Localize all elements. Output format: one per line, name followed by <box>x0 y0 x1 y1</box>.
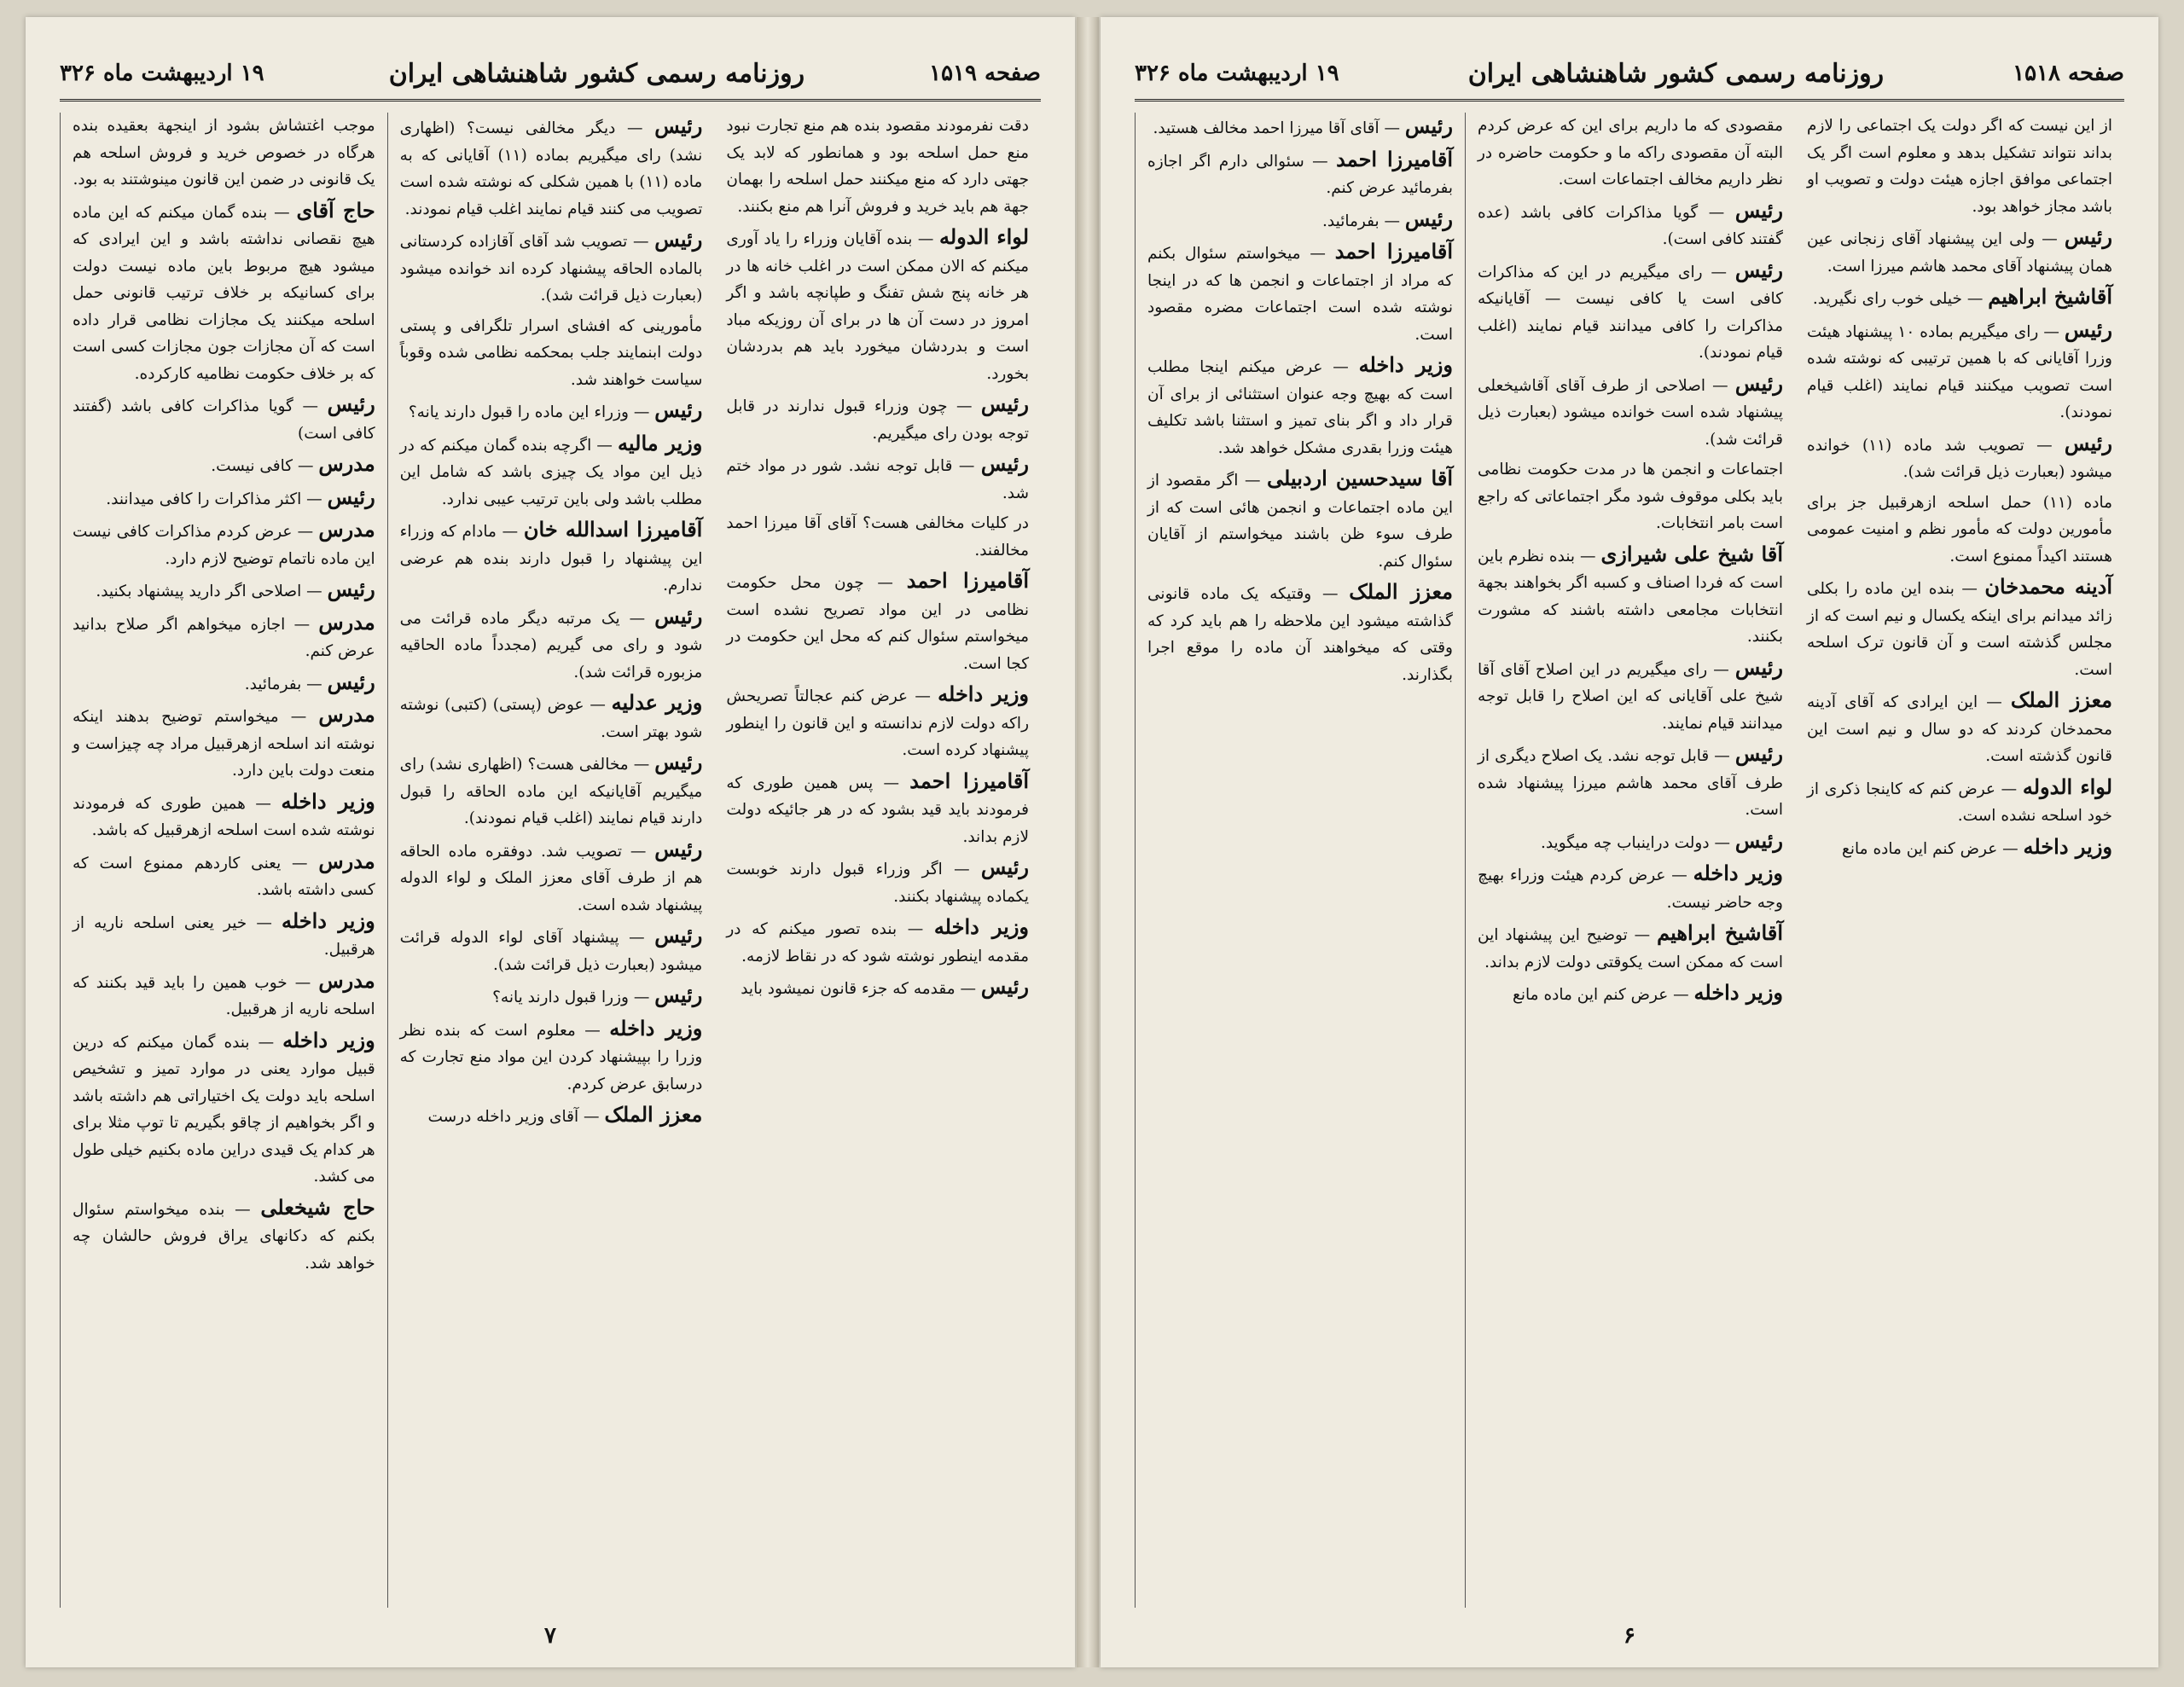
speaker-name: آقا شیخ علی شیرازی <box>1600 541 1783 566</box>
speaker-name: رئیس <box>654 603 703 629</box>
column-1 <box>60 113 387 1608</box>
speaker-name: حاج شیخعلی <box>260 1194 375 1220</box>
paragraph-text: — عرض کردم مذاکرات کافی نیست این ماده ناتمام توضیح لازم دارد. <box>73 523 375 568</box>
paragraph <box>726 450 1029 507</box>
paragraph <box>73 609 375 665</box>
paragraph-text: — معلوم است که بنده نظر وزرا را بپیشنهاد کردن این مواد منع تجارت که درسابق عرض کردم. <box>399 1021 703 1093</box>
paragraph <box>1478 740 1783 824</box>
speaker-name: وزیر داخله <box>938 681 1030 706</box>
paragraph-text: — بنده نظرم باین است که فردا اصناف و کسبه اگر بخواهند بجهة انتخابات مجامعی داشته باشند که مشورت بکنند. <box>1478 547 1783 646</box>
paragraph-text: — آقای وزیر داخله درست <box>427 1108 600 1126</box>
paragraph <box>1147 113 1453 142</box>
paragraph-text: — رای میگیریم بماده ۱۰ پیشنهاد هیئت وزرا آقایانی که با همین ترتیبی که نوشته شده است تصویب میکنند قیام نمایند (اغلب قیام نمودند). <box>1807 322 2112 421</box>
speaker-name: رئیس <box>2064 430 2112 455</box>
paragraph-text: — دولت دراینباب چه میگوید. <box>1540 833 1730 852</box>
speaker-name: وزیر داخله <box>933 914 1029 939</box>
speaker-name: آقا سیدحسین اردبیلی <box>1267 466 1453 490</box>
paragraph-text: — بنده تصور میکنم که در مقدمه اینطور نوشته شود که در نقاط لازمه. <box>726 920 1030 965</box>
speaker-name: رئیس <box>654 113 703 138</box>
speaker-name: لواء الدوله <box>938 224 1030 249</box>
text-columns <box>1135 113 2124 1608</box>
paragraph <box>1147 351 1453 461</box>
paragraph <box>726 768 1029 851</box>
paragraph <box>1478 654 1783 738</box>
speaker-name: وزیر مالیه <box>618 430 703 455</box>
speaker-name: رئیس <box>327 669 375 694</box>
speaker-name: رئیس <box>327 391 375 416</box>
paragraph-text: — عرض کنم عجالتاً تصریحش راکه دولت لازم ندانسته و این قانون را اینطور پیشنهاد کرده است. <box>726 687 1030 759</box>
paragraph-text: دقت نفرمودند مقصود بنده هم منع تجارت نبود منع حمل اسلحه بود و همانطور که لابد یک جهتی دارد که منع میکنند حمل اسلحه را بهمان جهة هم باید خرید و فروش آنرا هم منع بکنند. <box>726 117 1030 216</box>
column-3 <box>714 113 1041 1608</box>
paragraph-text: — اکثر مذاکرات را کافی میدانند. <box>106 490 322 508</box>
paragraph-text: — بنده این ماده را بکلی زائد میدانم برای اینکه یکسال و نیم است که از مجلس گذشته است و آن قانون ترک اسلحه است. <box>1807 580 2112 679</box>
speaker-name: آقامیرزا اسدالله خان <box>523 517 703 542</box>
paragraph <box>726 223 1029 387</box>
issue-date: ۱۹ اردیبهشت ماه ۳۲۶ <box>60 61 264 86</box>
paragraph <box>400 603 703 687</box>
newspaper-title: روزنامه رسمی کشور شاهنشاهی ایران <box>388 58 805 89</box>
paragraph-text: — بنده گمان میکنم که درین قبیل موارد یعنی در موارد تمیز و تشخیص اسلحه باید دولت یک اختیاراتی هم داشته باشد و اگر بخواهیم از چاقو بگیریم تا توپ مثلا برای هر کدام یک قیدی دراین ماده بکنیم خیلی طول می کشد. <box>73 1033 375 1186</box>
paragraph <box>1807 490 2112 571</box>
paragraph <box>73 450 375 480</box>
speaker-name: رئیس <box>654 397 703 422</box>
paragraph <box>1807 113 2112 220</box>
speaker-name: حاج آقای <box>296 197 375 223</box>
column-1 <box>1135 113 1465 1608</box>
paragraph-text: — تصویب شد. دوفقره ماده الحاقه هم از طرف آقای معزز الملک و لواء الدوله پیشنهاد شده است. <box>399 842 703 914</box>
paragraph <box>400 226 703 310</box>
paragraph-text: — وزرا قبول دارند یانه؟ <box>492 988 650 1006</box>
paragraph-text: — قابل توجه نشد. شور در مواد ختم شد. <box>726 457 1030 502</box>
paragraph <box>1478 919 1783 976</box>
paragraph-text: — رای میگیریم در این اصلاح آقای آقا شیخ علی آقایانی که این اصلاح را قابل توجه میدانند قیام نمایند. <box>1478 660 1783 733</box>
speaker-name: آقامیرزا احمد <box>1336 146 1453 171</box>
page-footer-number: ۷ <box>544 1623 556 1649</box>
speaker-name: رئیس <box>654 227 703 252</box>
paragraph <box>73 391 375 447</box>
paragraph-text: — سئوالی دارم اگر اجازه بفرمائید عرض کنم. <box>1147 152 1453 197</box>
paragraph-text: از این نیست که اگر دولت یک اجتماعی را لازم بداند نتواند تشکیل بدهد و معلوم است اگر یک اجتماعی موافق اجازه هیئت دولت و تصویب او باشد مجاز خواهد بود. <box>1807 117 2112 216</box>
paragraph <box>1478 370 1783 454</box>
paragraph <box>73 197 375 388</box>
speaker-name: رئیس <box>654 983 703 1007</box>
speaker-name: رئیس <box>1734 257 1783 282</box>
paragraph <box>73 516 375 572</box>
speaker-name: وزیر داخله <box>1358 352 1453 377</box>
speaker-name: وزیر عدلیه <box>611 690 703 715</box>
paragraph-text: — مادام که وزراء این پیشنهاد را قبول دارند بنده هم عرضی ندارم. <box>399 523 703 594</box>
paragraph <box>400 113 703 223</box>
paragraph-text: — چون وزراء قبول ندارند در قابل توجه بودن رای میگیریم. <box>726 397 1030 443</box>
speaker-name: وزیر داخله <box>1693 861 1783 885</box>
paragraph-text: — بفرمائید. <box>244 675 322 693</box>
paragraph <box>1807 573 2112 683</box>
paragraph <box>1807 430 2112 486</box>
right-page <box>1101 17 2158 1667</box>
paragraph-text: — میخواستم سئوال بکنم که مراد از اجتماعات و انجمن ها که در اینجا نوشته شده است اجتماعات مضره مقصود است. <box>1147 245 1453 344</box>
speaker-name: مدرس <box>318 517 375 542</box>
paragraph <box>73 669 375 699</box>
paragraph-text: — قابل توجه نشد. یک اصلاح دیگری از طرف آقای محمد هاشم میرزا پیشنهاد شده است. <box>1478 747 1783 819</box>
paragraph <box>400 313 703 394</box>
speaker-name: وزیر داخله <box>1693 980 1783 1005</box>
paragraph <box>73 788 375 844</box>
paragraph <box>726 913 1029 970</box>
speaker-name: آقامیرزا احمد <box>906 568 1030 593</box>
paragraph <box>726 567 1029 677</box>
paragraph <box>726 681 1029 764</box>
paragraph <box>1807 687 2112 770</box>
paragraph-text: — این ایرادی که آقای آدینه محمدخان کردند که دو سال و نیم است این قانون گذشته است. <box>1807 693 2112 765</box>
speaker-name: رئیس <box>1404 113 1453 138</box>
paragraph-text: — خوب همین را باید قید بکنند که اسلحه ناریه از هرقبیل. <box>73 973 375 1018</box>
speaker-name: آقامیرزا احمد <box>1334 239 1453 264</box>
speaker-name: رئیس <box>1734 741 1783 766</box>
paragraph <box>400 397 703 426</box>
paragraph-text: — گویا مذاکرات کافی باشد (عده گفتند کافی است). <box>1478 203 1783 248</box>
column-3 <box>1795 113 2124 1608</box>
paragraph-text: — چون محل حکومت نظامی در این مواد تصریح نشده است میخواستم سئوال کنم که محل این حکومت در کجا است. <box>726 574 1030 673</box>
paragraph <box>400 1015 703 1099</box>
paragraph-text: — تصویب شد آقای آقازاده کردستانی بالماده الحاقه پیشنهاد کرده اند خوانده میشود (بعبارت ذیل قرائت شد). <box>399 233 703 304</box>
paragraph-text: — توضیح این پیشنهاد این است که ممکن است یکوقتی دولت لازم بداند. <box>1478 926 1783 971</box>
paragraph-text: — وقتیکه یک ماده قانونی گذاشته میشود این ملاحظه را هم باید کرد که وقتی که میخواهند آن ماده را موقع اجرا بگذارند. <box>1147 585 1453 684</box>
paragraph-text: در کلیات مخالفی هست؟ آقای آقا میرزا احمد مخالفند. <box>726 514 1030 559</box>
paragraph-text: — وزراء این ماده را قبول دارند یانه؟ <box>408 403 650 421</box>
paragraph-text: — عرض کردم هیئت وزراء بهیچ وجه حاضر نیست. <box>1478 867 1783 912</box>
paragraph-text: — تصویب شد ماده (۱۱) خوانده میشود (بعبارت ذیل قرائت شد). <box>1807 436 2112 481</box>
paragraph <box>1147 206 1453 235</box>
paragraph <box>1147 465 1453 575</box>
paragraph-text: — کافی نیست. <box>211 457 314 475</box>
paragraph <box>1478 541 1783 651</box>
page-header <box>60 48 1041 101</box>
issue-date: ۱۹ اردیبهشت ماه ۳۲۶ <box>1135 61 1339 86</box>
paragraph <box>73 967 375 1023</box>
paragraph-text: — عرض کنم این ماده مانع <box>1513 986 1689 1004</box>
paragraph <box>1147 578 1453 688</box>
page-header <box>1135 48 2124 101</box>
paragraph-text: — دیگر مخالفی نیست؟ (اظهاری نشد) رای میگیریم بماده (۱۱) آقایانی که به ماده (۱۱) با همین شکلی که نوشته شده است تصویب می کنند قیام نمایند اغلب قیام نمودند. <box>399 119 703 218</box>
paragraph <box>73 113 375 194</box>
speaker-name: رئیس <box>1404 206 1453 231</box>
speaker-name: معزز الملک <box>2010 687 2113 712</box>
paragraph <box>1478 197 1783 253</box>
paragraph-text: — یعنی کاردهم ممنوع است که کسی داشته باشد. <box>73 854 375 899</box>
speaker-name: آقامیرزا احمد <box>909 768 1030 793</box>
paragraph <box>1807 223 2112 280</box>
paragraph-text: — عوض (پستی) (کتبی) نوشته شود بهتر است. <box>399 696 703 741</box>
paragraph <box>1478 979 1783 1009</box>
speaker-name: رئیس <box>980 451 1030 476</box>
speaker-name: رئیس <box>654 750 703 774</box>
paragraph <box>726 854 1029 910</box>
paragraph <box>400 430 703 513</box>
paragraph <box>400 749 703 832</box>
speaker-name: رئیس <box>980 974 1030 999</box>
speaker-name: رئیس <box>327 484 375 509</box>
column-2 <box>387 113 715 1608</box>
paragraph-text: — همین طوری که فرمودند نوشته شده است اسلحه ازهرقبیل که باشد. <box>73 794 375 839</box>
paragraph <box>73 576 375 606</box>
paragraph-text: — اصلاحی از طرف آقای آقاشیخعلی پیشنهاد شده است خوانده میشود (بعبارت ذیل قرائت شد). <box>1478 376 1783 449</box>
speaker-name: رئیس <box>1734 654 1783 680</box>
paragraph <box>1478 860 1783 916</box>
speaker-name: وزیر داخله <box>2023 833 2112 859</box>
paragraph <box>400 836 703 919</box>
paragraph <box>1807 316 2112 426</box>
paragraph-text: — بفرمائید. <box>1322 212 1400 230</box>
paragraph-text: مقصودی که ما داریم برای این که عرض کردم البته آن مقصودی راکه ما و حکومت حاضره در نظر داریم مخالف اجتماعات است. <box>1478 117 1783 188</box>
paragraph-text: — مخالفی هست؟ (اظهاری نشد) رای میگیریم آقایانیکه این ماده الحاقه را قبول دارند قیام نمایند (اغلب قیام نمودند). <box>399 756 703 827</box>
speaker-name: رئیس <box>654 836 703 861</box>
speaker-name: وزیر داخله <box>609 1015 703 1041</box>
paragraph <box>1807 833 2112 863</box>
speaker-name: آقاشیخ ابراهیم <box>1657 920 1783 945</box>
left-page <box>26 17 1075 1667</box>
paragraph-text: — بنده میخواستم سئوال بکنم که دکانهای یراق فروش حالشان چه خواهد شد. <box>73 1200 375 1272</box>
paragraph-text: — اگر وزراء قبول دارند خوبست یکماده پیشنهاد بکنند. <box>726 861 1030 906</box>
newspaper-title: روزنامه رسمی کشور شاهنشاهی ایران <box>1467 58 1885 89</box>
paragraph-text: — خیر یعنی اسلحه ناریه از هرقبیل. <box>73 913 375 959</box>
speaker-name: وزیر داخله <box>282 1027 375 1052</box>
speaker-name: رئیس <box>980 855 1030 879</box>
paragraph <box>1478 827 1783 857</box>
speaker-name: معزز الملک <box>604 1102 703 1127</box>
paragraph-text: — بنده آقایان وزراء را یاد آوری میکنم که الان ممکن است در اغلب خانه ها در هر خانه پنج شش تفنگ و طپانچه باشد و اگر امروز در دست آن ها در برای آن روزیکه مباد است و بدردشان میخورد باید هم بدردشان بخورد. <box>726 230 1030 383</box>
speaker-name: مدرس <box>318 967 375 993</box>
paragraph-text: — اجازه میخواهم اگر صلاح بدانید عرض کنم. <box>73 615 375 660</box>
paragraph <box>73 907 375 964</box>
paragraph-text: موجب اغتشاش بشود از اینجهة بعقیده بنده هرگاه در خصوص خرید و فروش اسلحه هم یک قانونی در ضمن این قانون مینوشتند به بود. <box>73 117 375 188</box>
speaker-name: رئیس <box>327 577 375 601</box>
speaker-name: مدرس <box>318 848 375 873</box>
paragraph-text: — میخواستم توضیح بدهند اینکه نوشته اند اسلحه ازهرقبیل مراد چه چیزاست و منعت دولت باین دارد. <box>73 708 375 780</box>
paragraph <box>1478 456 1783 537</box>
paragraph <box>400 689 703 745</box>
speaker-name: آدینه محمدخان <box>1984 574 2112 599</box>
book-gutter <box>1077 17 1099 1667</box>
speaker-name: رئیس <box>1734 370 1783 396</box>
paragraph <box>400 982 703 1012</box>
paragraph <box>726 973 1029 1003</box>
speaker-name: رئیس <box>654 923 703 948</box>
paragraph-text: — یک مرتبه دیگر ماده قرائت می شود و رای می گیریم (مجدداً ماده الحاقیه مزبوره قرائت شد). <box>399 609 703 681</box>
paragraph <box>73 484 375 513</box>
speaker-name: مدرس <box>318 451 375 476</box>
paragraph-text: — گویا مذاکرات کافی باشد (گفتند کافی است) <box>73 397 375 443</box>
paragraph-text: مأمورینی که افشای اسرار تلگرافی و پستی دولت ابنمایند جلب بمحکمه نظامی شده وقوباً سیاست خواهند شد. <box>399 316 703 389</box>
speaker-name: آقاشیخ ابراهیم <box>1988 284 2112 309</box>
speaker-name: وزیر داخله <box>281 788 375 814</box>
speaker-name: لواء الدوله <box>2022 774 2113 799</box>
paragraph <box>400 922 703 978</box>
paragraph <box>73 848 375 904</box>
text-columns <box>60 113 1041 1608</box>
speaker-name: رئیس <box>2064 316 2112 342</box>
speaker-name: رئیس <box>1734 827 1783 853</box>
speaker-name: مدرس <box>318 609 375 635</box>
paragraph-text: — اگرچه بنده گمان میکنم که در ذیل این مواد یک چیزی باشد که شامل این مطلب باشد ولی باین ترتیب عیبی ندارد. <box>399 436 703 508</box>
page-number: صفحه ۱۵۱۹ <box>929 61 1041 86</box>
paragraph-text: — عرض میکنم اینجا مطلب است که بهیچ وجه عنوان استثنائی از برای آن قرار داد و اگر بنای تمیز و استثنا باشد تکلیف هیئت وزرا بقدری مشکل خواهد شد. <box>1147 358 1453 457</box>
paragraph-text: — عرض کنم که کاینجا ذکری از خود اسلحه نشده است. <box>1807 780 2112 825</box>
paragraph-text: — پس همین طوری که فرمودند باید قید بشود که در هر جائیکه دولت لازم بداند. <box>726 774 1030 846</box>
paragraph-text: — ولی این پیشنهاد آقای زنجانی عین همان پیشنهاد آقای محمد هاشم میرزا است. <box>1807 230 2112 275</box>
paragraph <box>1147 238 1453 348</box>
paragraph <box>73 1194 375 1278</box>
speaker-name: مدرس <box>318 702 375 727</box>
speaker-name: رئیس <box>1734 197 1783 223</box>
paragraph-text: — رای میگیریم در این که مذاکرات کافی است یا کافی نیست — آقایانیکه مذاکرات را کافی میدانند قیام نمایند (اغلب قیام نمودند). <box>1478 263 1783 362</box>
paragraph-text: ماده (۱۱) حمل اسلحه ازهرقبیل جز برای مأمورین دولت که مأمور نظم و امنیت عمومی هستند اکیداً ممنوع است. <box>1807 493 2112 565</box>
paragraph-text: — خیلی خوب رای نگیرید. <box>1812 290 1984 308</box>
speaker-name: معزز الملک <box>1349 579 1453 604</box>
paragraph <box>726 510 1029 564</box>
page-footer-number: ۶ <box>1623 1623 1635 1649</box>
paragraph-text: — اصلاحی اگر دارید پیشنهاد بکنید. <box>96 583 322 600</box>
paragraph <box>400 516 703 600</box>
paragraph <box>1478 257 1783 367</box>
paragraph-text: اجتماعات و انجمن ها در مدت حکومت نظامی باید بکلی موقوف شود مگر اجتماعاتی که راجع است بامر انتخابات. <box>1478 461 1783 532</box>
paragraph <box>400 1101 703 1131</box>
speaker-name: رئیس <box>980 391 1029 416</box>
paragraph-text: — مقدمه که جزء قانون نمیشود باید <box>741 980 977 998</box>
speaker-name: رئیس <box>2064 224 2112 249</box>
paragraph <box>1807 283 2112 313</box>
paragraph <box>726 113 1029 220</box>
page-number: صفحه ۱۵۱۸ <box>2013 61 2124 86</box>
paragraph-text: — اگر مقصود از این ماده اجتماعات و انجمن هائی است که از طرف سوء ظن باشند میخواستم از آقایان سئوال کنم. <box>1147 472 1453 571</box>
paragraph <box>73 1027 375 1191</box>
paragraph <box>1478 113 1783 194</box>
paragraph <box>1147 146 1453 202</box>
paragraph-text: — عرض کنم این ماده مانع <box>1842 839 2018 858</box>
paragraph <box>726 391 1029 447</box>
paragraph-text: — بنده گمان میکنم که این ماده هیچ نقصانی نداشته باشد و این ایرادی که میشود هیچ مربوط باین ماده نیست دولت برای کسانیکه بر خلاف ترتیب قانونی حمل اسلحه میکنند یک مجازات نظامی قرار داده است که آن مجازات جون مجازات کسی است که بر خلاف حکومت نظامیه کارکرده. <box>73 203 375 383</box>
paragraph <box>1807 774 2112 830</box>
speaker-name: وزیر داخله <box>281 907 375 933</box>
paragraph <box>73 701 375 785</box>
paragraph-text: — آقای آقا میرزا احمد مخالف هستید. <box>1153 119 1400 137</box>
column-2 <box>1465 113 1795 1608</box>
paragraph-text: — پیشنهاد آقای لواء الدوله قرائت میشود (بعبارت ذیل قرائت شد). <box>399 929 703 974</box>
